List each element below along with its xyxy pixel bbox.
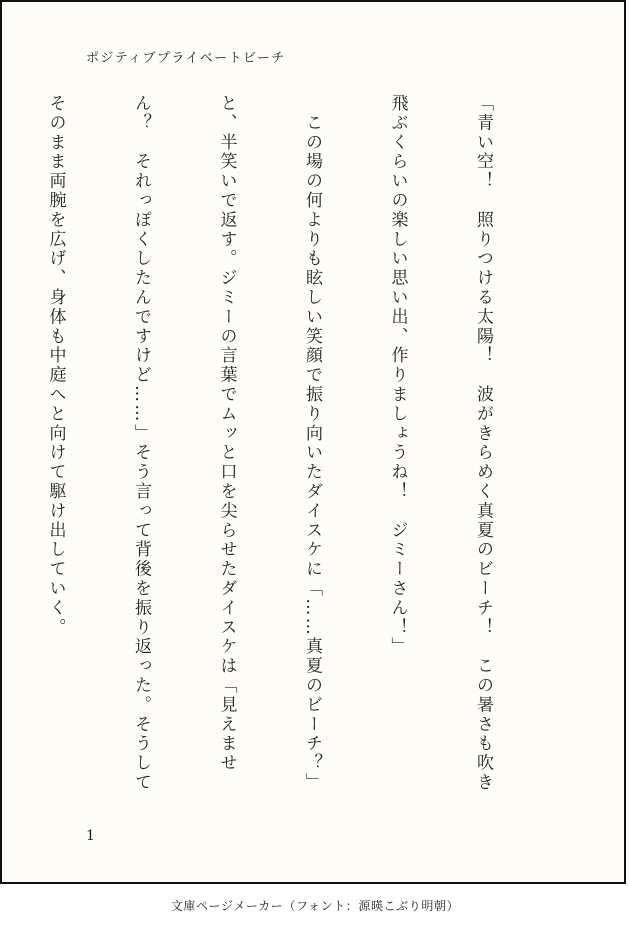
footer-caption: 文庫ページメーカー（フォント：源暎こぶり明朝） (170, 899, 460, 913)
text-line: 「青い空！ 照りつける太陽！ 波がきらめく真夏のビーチ！ この暑さも吹き (473, 94, 493, 793)
text-line: そのまま両腕を広げ、身体も中庭へと向けて駆け出していく。 (45, 94, 66, 638)
text-line: ん？ それっぽくしたんですけど……」そう言って背後を振り返った。そうして (131, 94, 151, 793)
vertical-body-text (45, 94, 554, 808)
running-header: ポジティブプライベートビーチ (86, 51, 286, 66)
text-line: この場の何よりも眩しい笑顔で振り向いたダイスケに「……真夏のビーチ？」 (302, 94, 322, 793)
page-number: 1 (86, 828, 95, 844)
text-line: 飛ぶくらいの楽しい思い出、作りましょうね！ ジミーさん！」 (387, 94, 408, 657)
text-line: と、半笑いで返す。ジミーの言葉でムッと口を尖らせたダイスケは「見えませ (216, 94, 237, 773)
